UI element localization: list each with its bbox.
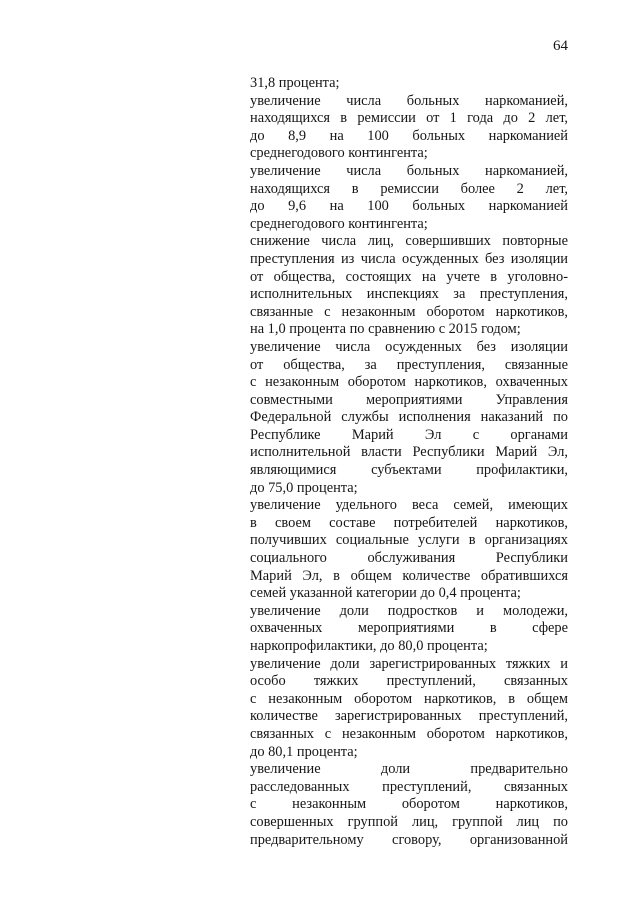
text-line: увеличение доли подростков и молодежи,: [250, 602, 568, 619]
text-line: до 8,9 на 100 больных наркоманией: [250, 127, 568, 144]
text-line: на 1,0 процента по сравнению с 2015 годом;: [250, 321, 521, 338]
text-line: увеличение числа больных наркоманией,: [250, 162, 568, 179]
text-line: Республике Марий Эл с органами: [250, 426, 568, 443]
text-line: увеличение доли предварительно: [250, 761, 568, 778]
text-line: предварительному сговору, организованной: [250, 831, 568, 848]
text-line: количестве зарегистрированных преступлений,: [250, 708, 568, 725]
text-column: [250, 75, 568, 849]
text-line: особо тяжких преступлений, связанных: [250, 673, 568, 690]
text-line: до 75,0 процента;: [250, 479, 358, 496]
text-line: увеличение доли зарегистрированных тяжких и: [250, 655, 568, 672]
text-line: преступления из числа осужденных без изоляции: [250, 250, 568, 267]
text-line: находящихся в ремиссии более 2 лет,: [250, 180, 568, 197]
text-line: среднегодового контингента;: [250, 145, 428, 162]
text-line: социального обслуживания Республики: [250, 550, 568, 567]
text-line: в своем составе потребителей наркотиков,: [250, 514, 568, 531]
text-line: с незаконным оборотом наркотиков, в общем: [250, 690, 568, 707]
text-line: находящихся в ремиссии от 1 года до 2 лет,: [250, 110, 568, 127]
text-line: с незаконным оборотом наркотиков,: [250, 796, 568, 813]
page-number: 64: [553, 38, 568, 54]
text-line: охваченных мероприятиями в сфере: [250, 620, 568, 637]
text-line: связанных с незаконным оборотом наркотиков,: [250, 725, 568, 742]
text-line: совместными мероприятиями Управления: [250, 391, 568, 408]
text-line: расследованных преступлений, связанных: [250, 778, 568, 795]
text-line: с незаконным оборотом наркотиков, охваченных: [250, 374, 568, 391]
text-line: увеличение числа больных наркоманией,: [250, 92, 568, 109]
text-line: до 9,6 на 100 больных наркоманией: [250, 198, 568, 215]
text-line: исполнительных инспекциях за преступления,: [250, 286, 568, 303]
text-line: получивших социальные услуги в организациях: [250, 532, 568, 549]
text-line: связанные с незаконным оборотом наркотиков,: [250, 303, 568, 320]
text-line: наркопрофилактики, до 80,0 процента;: [250, 638, 488, 654]
text-line: увеличение числа осужденных без изоляции: [250, 338, 568, 355]
text-line: Федеральной службы исполнения наказаний по: [250, 409, 568, 426]
text-line: семей указанной категории до 0,4 процента;: [250, 585, 521, 602]
text-line: снижение числа лиц, совершивших повторные: [250, 233, 568, 250]
text-line: от общества, за преступления, связанные: [250, 356, 568, 373]
text-line: Марий Эл, в общем количестве обратившихся: [250, 567, 568, 584]
text-line: среднегодового контингента;: [250, 215, 428, 232]
text-line: являющимися субъектами профилактики,: [250, 462, 568, 479]
text-line: исполнительной власти Республики Марий Эл,: [250, 444, 568, 461]
text-line: от общества, состоящих на учете в уголовно-: [250, 268, 568, 285]
text-line: до 80,1 процента;: [250, 743, 358, 760]
text-line: совершенных группой лиц, группой лиц по: [250, 813, 568, 830]
text-line: увеличение удельного веса семей, имеющих: [250, 497, 568, 514]
text-line: 31,8 процента;: [250, 75, 340, 91]
